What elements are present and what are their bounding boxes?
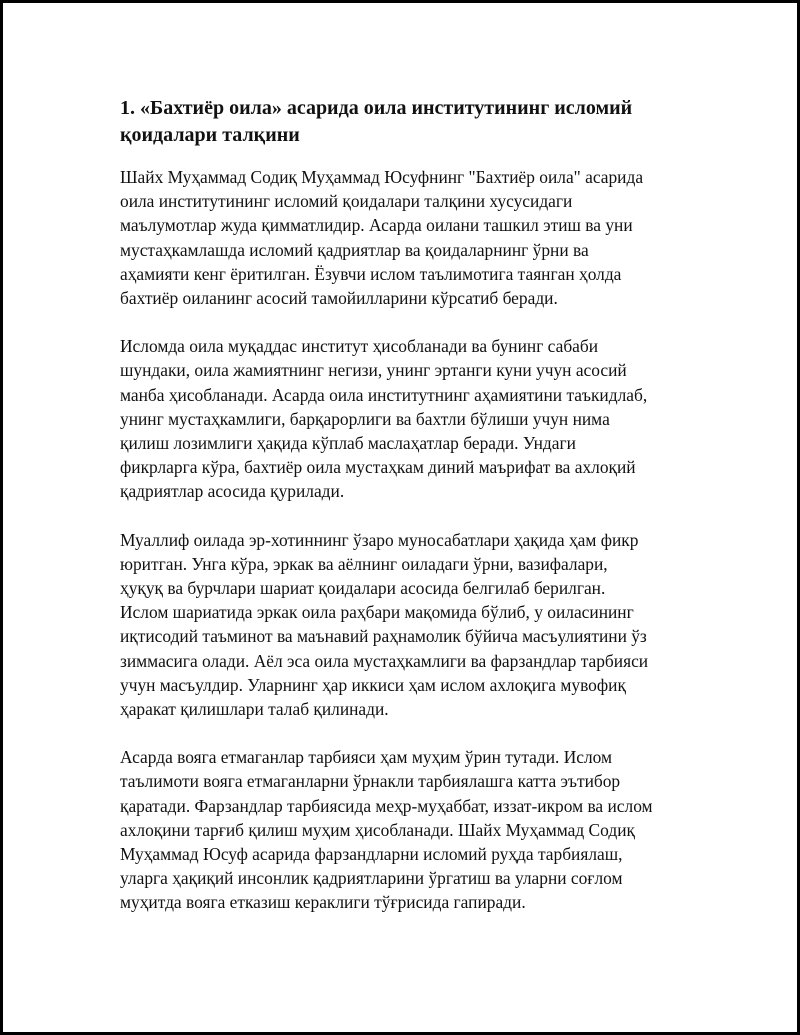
paragraph-4: Асарда вояга етмаганлар тарбияси ҳам муҳим ўрин тутади. Ислом таълимоти вояга етмаганларни ўрнакли тарбиялашга катта эътибор қаратади. Фарзандлар тарбиясида меҳр-муҳаббат, иззат-икром ва ислом ахлоқини тарғиб қилиш муҳим ҳисобланади. Шайх Муҳаммад Содиқ Муҳаммад Юсуф асарида фарзандларни исломий руҳда тарбиялаш, уларга ҳақиқий инсонлик қадриятларини ўргатиш ва уларни соғлом муҳитда вояга етказиш кераклиги тўғрисида гапиради.: [120, 747, 653, 913]
paragraph-2: Исломда оила муқаддас институт ҳисобланади ва бунинг сабаби шундаки, оила жамиятнинг негизи, унинг эртанги куни учун асосий манба ҳисобланади. Асарда оила институтнинг аҳамиятини таъкидлаб, унинг мустаҳкамлиги, барқарорлиги ва бахтли бўлиши учун нима қилиш лозимлиги ҳақида кўплаб маслаҳатлар беради. Ундаги фикрларга кўра, бахтиёр оила мустаҳкам диний маърифат ва ахлоқий қадриятлар асосида қурилади.: [120, 336, 648, 502]
paragraph-1: Шайх Муҳаммад Содиқ Муҳаммад Юсуфнинг "Бахтиёр оила" асарида оила институтининг исломий қоидалари талқини хусусидаги маълумотлар жуда қимматлидир. Асарда оилани ташкил этиш ва уни мустаҳкамлашда исломий қадриятлар ва қоидаларнинг ўрни ва аҳамияти кенг ёритилган. Ёзувчи ислом таълимотига таянган ҳолда бахтиёр оиланинг асосий тамойилларини кўрсатиб беради.: [120, 167, 644, 309]
section-heading: 1. «Бахтиёр оила» асарида оила институтининг исломий қоидалари талқини: [120, 97, 633, 146]
paragraph-3: Муаллиф оилада эр-хотиннинг ўзаро муносабатлари ҳақида ҳам фикр юритган. Унга кўра, эркак ва аёлнинг оиладаги ўрни, вазифалари, ҳуқуқ ва бурчлари шариат қоидалари асосида белгилаб берилган. Ислом шариатида эркак оила раҳбари мақомида бўлиб, у оиласининг иқтисодий таъминот ва маънавий раҳнамолик бўйича масъулиятини ўз зиммасига олади. Аёл эса оила мустаҳкамлиги ва фарзандлар тарбияси учун масъулдир. Уларнинг ҳар иккиси ҳам ислом ахлоқига мувофиқ ҳаракат қилишлари талаб қилинади.: [120, 529, 649, 720]
document-body: [120, 95, 700, 939]
